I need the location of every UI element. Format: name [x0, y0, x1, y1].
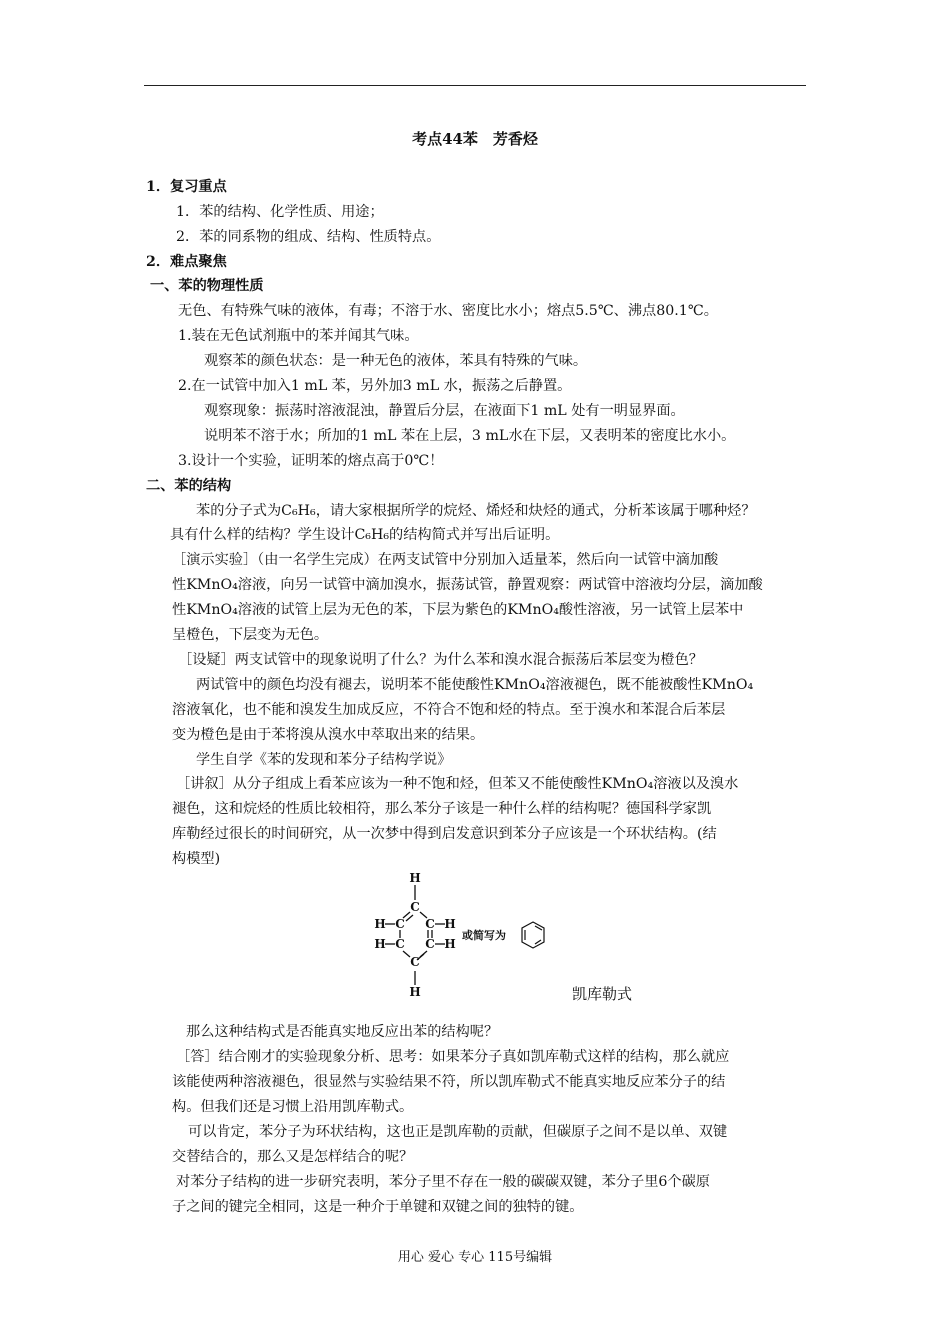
text-line: 对苯分子结构的进一步研究表明，苯分子里不存在一般的碳碳双键，苯分子里6个碳原	[176, 1174, 710, 1190]
text-line: 2．苯的同系物的组成、结构、性质特点。	[176, 229, 441, 245]
header-rule	[144, 85, 806, 86]
atom-label: H	[374, 917, 386, 931]
text-line: 观察现象：振荡时溶液混浊，静置后分层，在液面下1 mL 处有一明显界面。	[204, 403, 685, 419]
text-line: 两试管中的颜色均没有褪去，说明苯不能使酸性KMnO₄溶液褪色，既不能被酸性KMnO₄	[196, 677, 754, 693]
atom-label: H	[444, 937, 456, 951]
text-line: 构。但我们还是习惯上沿用凯库勒式。	[172, 1099, 414, 1115]
page-title: 考点44苯 芳香烃	[412, 130, 538, 148]
atom-label: C	[395, 937, 405, 951]
text-line: 可以肯定，苯分子为环状结构，这也正是凯库勒的贡献，但碳原子之间不是以单、双键	[188, 1124, 728, 1140]
text-line: ［演示实验］（由一名学生完成）在两支试管中分别加入适量苯，然后向一试管中滴加酸	[172, 552, 719, 568]
text-line: 说明苯不溶于水；所加的1 mL 苯在上层，3 mL水在下层，又表明苯的密度比水小。	[204, 428, 736, 444]
text-line: ［设疑］两支试管中的现象说明了什么？为什么苯和溴水混合振荡后苯层变为橙色？	[178, 652, 703, 668]
atom-label: C	[425, 937, 435, 951]
text-line: 学生自学《苯的发现和苯分子结构学说》	[196, 752, 452, 768]
text-line: 具有什么样的结构？学生设计C₆H₆的结构简式并写出后证明。	[170, 527, 560, 543]
atom-label: C	[425, 917, 435, 931]
section-heading: 2．难点聚焦	[146, 254, 227, 270]
text-line: 性KMnO₄溶液，向另一试管中滴加溴水，振荡试管，静置观察：两试管中溶液均分层，滴加酸	[172, 577, 763, 593]
text-line: 子之间的键完全相同，这是一种介于单键和双键之间的独特的键。	[172, 1199, 584, 1215]
page-footer: 用心 爱心 专心 115号编辑	[397, 1250, 553, 1265]
section-heading: 1．复习重点	[146, 179, 227, 195]
atom-label: H	[409, 985, 421, 999]
text-line: 观察苯的颜色状态：是一种无色的液体，苯具有特殊的气味。	[204, 353, 588, 369]
text-line: ［答］结合刚才的实验现象分析、思考：如果苯分子真如凯库勒式这样的结构，那么就应	[176, 1049, 730, 1065]
text-line: 呈橙色，下层变为无色。	[172, 627, 329, 643]
text-line: 2.在一试管中加入1 mL 苯，另外加3 mL 水，振荡之后静置。	[178, 378, 572, 394]
subsection-heading: 二、苯的结构	[146, 478, 232, 494]
atom-label: C	[410, 955, 420, 969]
text-line: 溶液氧化，也不能和溴发生加成反应，不符合不饱和烃的特点。至于溴水和苯混合后苯层	[172, 702, 726, 718]
subsection-heading: 一、苯的物理性质	[150, 278, 264, 294]
benzene-ring-icon	[522, 922, 544, 948]
text-line: 1．苯的结构、化学性质、用途；	[176, 204, 384, 220]
text-line: 1.装在无色试剂瓶中的苯并闻其气味。	[178, 328, 419, 344]
text-line: 那么这种结构式是否能真实地反应出苯的结构呢？	[186, 1024, 499, 1040]
kekule-structure-figure	[370, 870, 560, 1000]
text-line: 苯的分子式为C₆H₆，请大家根据所学的烷烃、烯烃和炔烃的通式，分析苯该属于哪种烃？	[196, 503, 756, 519]
atom-label: H	[444, 917, 456, 931]
text-line: 无色、有特殊气味的液体，有毒；不溶于水、密度比水小；熔点5.5℃、沸点80.1℃。	[178, 303, 718, 319]
text-line: ［讲叙］从分子组成上看苯应该为一种不饱和烃，但苯又不能使酸性KMnO₄溶液以及溴水	[176, 776, 739, 792]
text-line: 构模型)	[172, 851, 221, 867]
text-line: 3.设计一个实验，证明苯的熔点高于0℃！	[178, 453, 444, 469]
short-form-label: 或简写为	[462, 929, 506, 942]
figure-caption: 凯库勒式	[572, 985, 633, 1003]
atom-label: C	[410, 900, 420, 914]
text-line: 褪色，这和烷烃的性质比较相符，那么苯分子该是一种什么样的结构呢？德国科学家凯	[172, 801, 712, 817]
text-line: 性KMnO₄溶液的试管上层为无色的苯，下层为紫色的KMnO₄酸性溶液，另一试管上层苯中	[172, 602, 744, 618]
text-line: 库勒经过很长的时间研究，从一次梦中得到启发意识到苯分子应该是一个环状结构。(结	[172, 826, 717, 842]
atom-label: H	[374, 937, 386, 951]
text-line: 交替结合的，那么又是怎样结合的呢？	[172, 1149, 414, 1165]
atom-label: C	[395, 917, 405, 931]
text-line: 变为橙色是由于苯将溴从溴水中萃取出来的结果。	[172, 727, 485, 743]
atom-label: H	[409, 871, 421, 885]
text-line: 该能使两种溶液褪色，很显然与实验结果不符，所以凯库勒式不能真实地反应苯分子的结	[172, 1074, 726, 1090]
